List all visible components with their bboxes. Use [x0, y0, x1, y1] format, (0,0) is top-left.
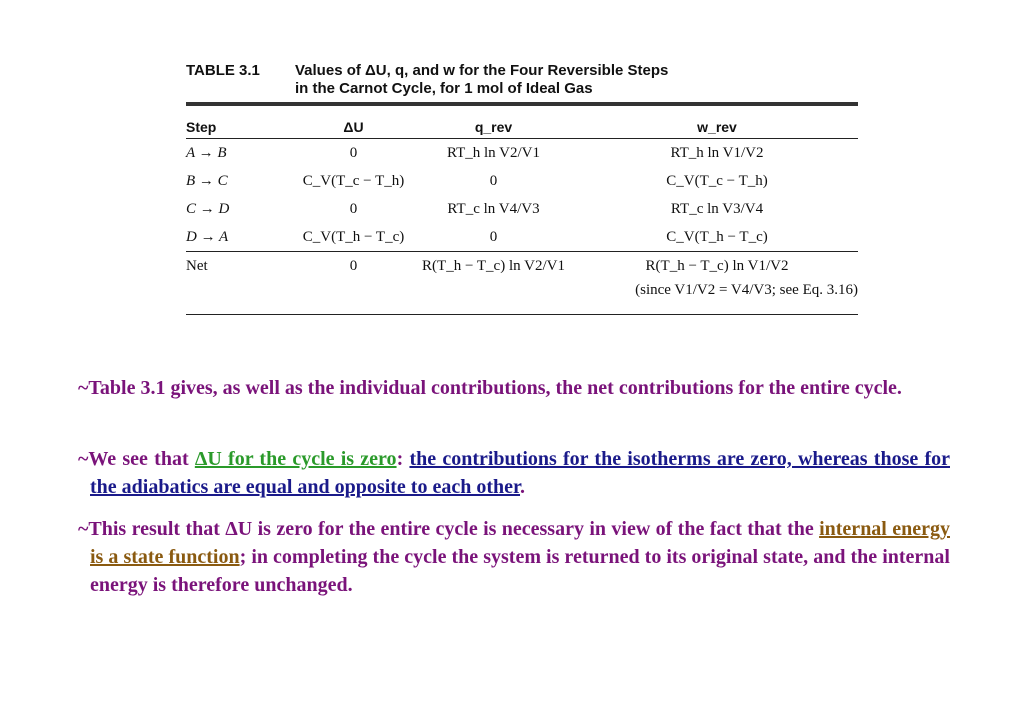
table-title-line2: in the Carnot Cycle, for 1 mol of Ideal Gas	[295, 80, 593, 97]
table-row	[186, 195, 858, 223]
paragraph-2-end: .	[520, 476, 526, 498]
paragraph-2-highlight-navy: the contributions for the isotherms are zero, whereas those for the adiabatics are equal and opposite to each other	[90, 448, 950, 498]
row-delta-u: 0	[349, 144, 358, 161]
header-q-rev: q_rev	[474, 119, 513, 135]
table-caption	[186, 62, 858, 102]
row-w: RT_h ln V1/V2	[670, 144, 764, 161]
carnot-table	[186, 116, 858, 280]
table-title	[295, 62, 765, 98]
table-row	[186, 139, 858, 168]
row-step: A → B	[186, 144, 227, 161]
table-title-line1: Values of ΔU, q, and w for the Four Reversible Steps	[295, 62, 669, 79]
row-delta-u: C_V(T_h − T_c)	[302, 228, 405, 245]
paragraph-3	[78, 515, 950, 599]
header-delta-u: ΔU	[343, 119, 364, 135]
since-note: (since V1/V2 = V4/V3; see Eq. 3.16)	[635, 282, 858, 298]
header-step: Step	[186, 119, 217, 135]
table-row	[186, 223, 858, 252]
row-w: RT_c ln V3/V4	[670, 200, 764, 217]
row-q: 0	[489, 172, 498, 189]
carnot-table-figure	[186, 62, 858, 315]
paragraph-2-colon: :	[396, 448, 410, 470]
row-delta-u: C_V(T_c − T_h)	[302, 172, 405, 189]
row-q: 0	[489, 228, 498, 245]
top-rule	[186, 102, 858, 106]
paragraph-3-lead: ~This result that ΔU is zero for the entire cycle is necessary in view of the fact that the	[78, 518, 820, 540]
row-q: RT_c ln V4/V3	[447, 200, 540, 217]
paragraph-1	[78, 374, 950, 402]
net-q: R(T_h − T_c) ln V2/V1	[422, 257, 565, 274]
row-w: C_V(T_h − T_c)	[666, 228, 768, 245]
row-step: C → D	[186, 200, 230, 217]
paragraph-2-highlight-green: ΔU for the cycle is zero	[194, 448, 397, 470]
paragraph-3-end: ; in completing the cycle the system is returned to its original state, and the internal energy is therefore unchanged.	[90, 546, 950, 596]
paragraph-3-highlight-brown: internal energy is a state function	[90, 518, 950, 568]
header-w-rev: w_rev	[697, 119, 737, 135]
paragraph-1-text: ~Table 3.1 gives, as well as the individual contributions, the net contributions for the entire cycle.	[78, 377, 902, 399]
table-net-row	[186, 252, 858, 281]
since-note-line	[186, 280, 858, 308]
row-step: D → A	[186, 228, 229, 245]
net-step: Net	[186, 257, 208, 274]
paragraph-2	[78, 445, 950, 501]
row-w: C_V(T_c − T_h)	[666, 172, 768, 189]
table-row	[186, 167, 858, 195]
table-header-row	[186, 116, 858, 139]
row-step: B → C	[186, 172, 228, 189]
row-q: RT_h ln V2/V1	[447, 144, 540, 161]
net-w: R(T_h − T_c) ln V1/V2	[645, 257, 789, 274]
net-delta-u: 0	[349, 257, 358, 274]
table-label: TABLE 3.1	[186, 62, 260, 79]
bottom-rule	[186, 314, 858, 315]
row-delta-u: 0	[349, 200, 358, 217]
paragraph-2-lead: ~We see that	[78, 448, 195, 470]
